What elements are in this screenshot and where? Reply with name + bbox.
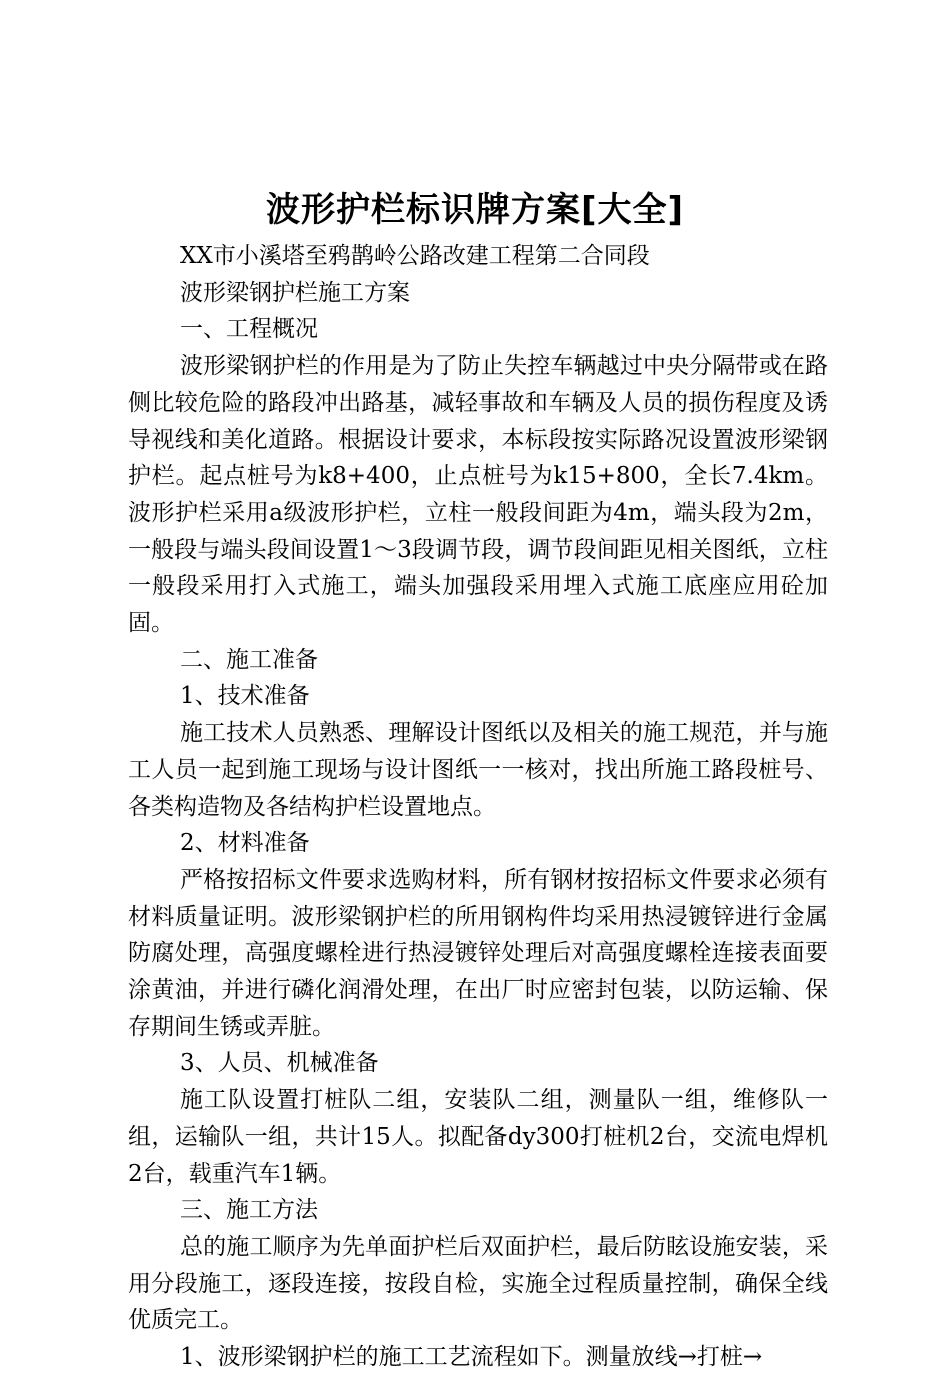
process-flow-paragraph: 1、波形梁钢护栏的施工工艺流程如下。测量放线→打桩→ <box>180 1344 763 1371</box>
section-heading-method: 三、施工方法 <box>180 1197 318 1224</box>
plan-name-line: 波形梁钢护栏施工方案 <box>180 279 410 306</box>
document-title: 波形护栏标识牌方案[大全] <box>265 190 685 230</box>
technical-paragraph: 施工技术人员熟悉、理解设计图纸以及相关的施工规范，并与施工人员一起到施工现场与设计图纸一一核对，找出所施工路段桩号、各类构造物及各结构护栏设置地点。 <box>128 720 828 820</box>
project-name-line: XX市小溪塔至鸦鹊岭公路改建工程第二合同段 <box>180 243 650 269</box>
overview-paragraph: 波形梁钢护栏的作用是为了防止失控车辆越过中央分隔带或在路侧比较危险的路段冲出路基，减轻事故和车辆及人员的损伤程度及诱导视线和美化道路。根据设计要求，本标段按实际路况设置波形梁钢护栏。起点桩号为k8+400，止点桩号为k15+800，全长7.4km。波形护栏采用a级波形护栏，立柱一般段间距为4m，端头段为2m，一般段与端头段间设置1～3段调节段，调节段间距见相关图纸，立柱一般段采用打入式施工，端头加强段采用埋入式施工底座应用砼加固。 <box>128 353 828 637</box>
materials-paragraph: 严格按招标文件要求选购材料，所有钢材按招标文件要求必须有材料质量证明。波形梁钢护栏的所用钢构件均采用热浸镀锌进行金属防腐处理，高强度螺栓进行热浸镀锌处理后对高强度螺栓连接表面要涂黄油，并进行磷化润滑处理，在出厂时应密封包装，以防运输、保存期间生锈或弄脏。 <box>128 866 828 1040</box>
section-heading-overview: 一、工程概况 <box>180 316 318 343</box>
subheading-materials: 2、材料准备 <box>180 830 310 857</box>
personnel-paragraph: 施工队设置打桩队二组，安装队二组，测量队一组，维修队一组，运输队一组，共计15人。拟配备dy300打桩机2台，交流电焊机2台，载重汽车1辆。 <box>128 1087 828 1187</box>
subheading-personnel: 3、人员、机械准备 <box>180 1050 379 1077</box>
document-body <box>128 238 828 1376</box>
section-heading-preparation: 二、施工准备 <box>180 646 318 673</box>
method-paragraph: 总的施工顺序为先单面护栏后双面护栏，最后防眩设施安装，采用分段施工，逐段连接，按段自检，实施全过程质量控制，确保全线优质完工。 <box>128 1233 828 1334</box>
subheading-technical: 1、技术准备 <box>180 683 310 710</box>
